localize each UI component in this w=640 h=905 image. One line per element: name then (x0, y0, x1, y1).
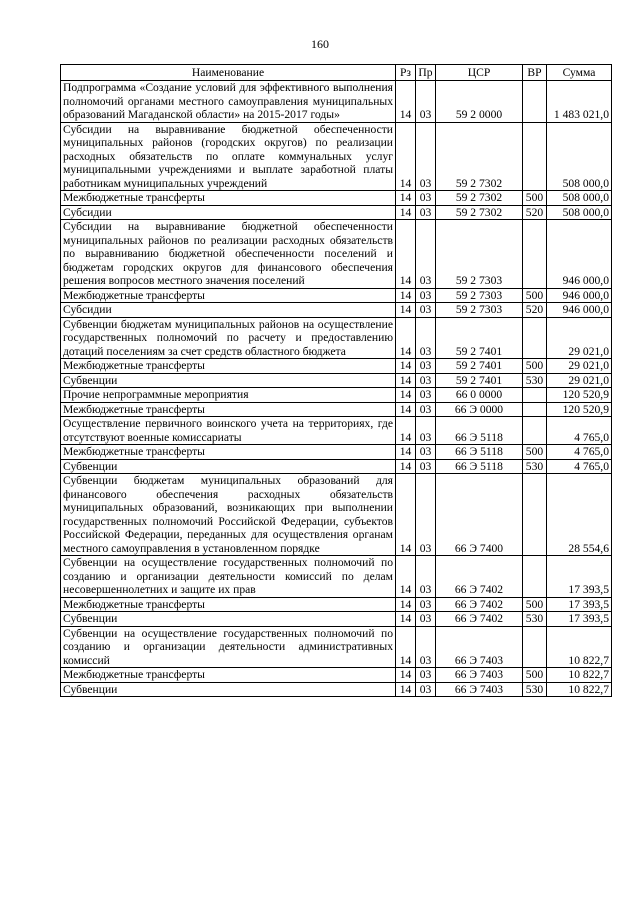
cell-name: Субвенции (61, 459, 396, 474)
cell-vr: 500 (523, 288, 547, 303)
cell-sum: 10 822,7 (547, 626, 612, 668)
table-row (61, 445, 612, 460)
cell-pr: 03 (416, 359, 436, 374)
cell-csr: 59 2 7303 (436, 303, 523, 318)
cell-vr (523, 317, 547, 359)
cell-vr (523, 417, 547, 445)
cell-pr: 03 (416, 288, 436, 303)
cell-sum: 10 822,7 (547, 682, 612, 697)
cell-csr: 59 2 7303 (436, 220, 523, 289)
cell-name: Субвенции (61, 373, 396, 388)
cell-vr (523, 474, 547, 556)
table-row (61, 668, 612, 683)
cell-sum: 17 393,5 (547, 612, 612, 627)
cell-sum: 4 765,0 (547, 417, 612, 445)
cell-name: Субвенции на осуществление государственных полномочий по созданию и организации деятельности комиссий по делам несовершеннолетних и защите их прав (61, 556, 396, 598)
cell-sum: 4 765,0 (547, 459, 612, 474)
cell-vr: 520 (523, 205, 547, 220)
table-row (61, 220, 612, 289)
cell-rz: 14 (396, 122, 416, 191)
cell-pr: 03 (416, 317, 436, 359)
cell-sum: 120 520,9 (547, 388, 612, 403)
cell-pr: 03 (416, 445, 436, 460)
cell-csr: 66 Э 7400 (436, 474, 523, 556)
table-row (61, 417, 612, 445)
cell-name: Осуществление первичного воинского учета на территориях, где отсутствуют военные комиссариаты (61, 417, 396, 445)
table-row (61, 81, 612, 123)
cell-sum: 946 000,0 (547, 288, 612, 303)
cell-sum: 4 765,0 (547, 445, 612, 460)
cell-csr: 66 Э 7403 (436, 626, 523, 668)
cell-rz: 14 (396, 288, 416, 303)
cell-name: Субвенции (61, 612, 396, 627)
cell-csr: 66 Э 7402 (436, 556, 523, 598)
cell-sum: 508 000,0 (547, 205, 612, 220)
cell-rz: 14 (396, 668, 416, 683)
cell-csr: 66 0 0000 (436, 388, 523, 403)
cell-sum: 508 000,0 (547, 122, 612, 191)
header-rz: Рз (396, 65, 416, 81)
cell-name: Межбюджетные трансферты (61, 402, 396, 417)
cell-pr: 03 (416, 417, 436, 445)
cell-name: Межбюджетные трансферты (61, 359, 396, 374)
table-row (61, 626, 612, 668)
cell-name: Межбюджетные трансферты (61, 668, 396, 683)
cell-pr: 03 (416, 191, 436, 206)
cell-csr: 66 Э 7403 (436, 668, 523, 683)
cell-rz: 14 (396, 373, 416, 388)
cell-csr: 66 Э 5118 (436, 417, 523, 445)
cell-pr: 03 (416, 474, 436, 556)
cell-name: Субвенции на осуществление государственных полномочий по созданию и организации деятельности административных комиссий (61, 626, 396, 668)
cell-sum: 17 393,5 (547, 597, 612, 612)
table-header (61, 65, 612, 81)
table-row (61, 597, 612, 612)
cell-name: Субсидии (61, 303, 396, 318)
table-row (61, 373, 612, 388)
cell-pr: 03 (416, 81, 436, 123)
cell-sum: 29 021,0 (547, 317, 612, 359)
cell-pr: 03 (416, 682, 436, 697)
cell-rz: 14 (396, 417, 416, 445)
table-row (61, 288, 612, 303)
cell-rz: 14 (396, 303, 416, 318)
table-row (61, 682, 612, 697)
header-name: Наименование (61, 65, 396, 81)
cell-csr: 66 Э 0000 (436, 402, 523, 417)
budget-table (60, 64, 612, 697)
table-body (61, 81, 612, 697)
cell-name: Субсидии на выравнивание бюджетной обеспеченности муниципальных районов по реализации расходных обязательств по выравниванию бюджетной обеспеченности поселений и бюджетам городских округов для финансового обеспечения решения вопросов местного значения поселений (61, 220, 396, 289)
cell-sum: 946 000,0 (547, 220, 612, 289)
header-row (61, 65, 612, 81)
cell-rz: 14 (396, 81, 416, 123)
cell-vr (523, 402, 547, 417)
cell-name: Межбюджетные трансферты (61, 191, 396, 206)
cell-rz: 14 (396, 402, 416, 417)
cell-rz: 14 (396, 556, 416, 598)
cell-csr: 66 Э 7402 (436, 612, 523, 627)
cell-name: Субвенции бюджетам муниципальных образований для финансового обеспечения расходных обязательств муниципальных образований, возникающих при выполнении государственных полномочий Российской Федерации, субъектов Российской Федерации, переданных для осуществления органам местного самоуправления в установленном порядке (61, 474, 396, 556)
cell-csr: 59 2 7302 (436, 191, 523, 206)
header-sum: Сумма (547, 65, 612, 81)
cell-vr: 500 (523, 359, 547, 374)
cell-sum: 28 554,6 (547, 474, 612, 556)
cell-vr: 530 (523, 612, 547, 627)
cell-csr: 66 Э 7403 (436, 682, 523, 697)
cell-pr: 03 (416, 597, 436, 612)
cell-rz: 14 (396, 191, 416, 206)
cell-pr: 03 (416, 402, 436, 417)
cell-rz: 14 (396, 445, 416, 460)
cell-rz: 14 (396, 220, 416, 289)
cell-csr: 59 2 7401 (436, 317, 523, 359)
cell-csr: 59 2 0000 (436, 81, 523, 123)
cell-rz: 14 (396, 359, 416, 374)
cell-pr: 03 (416, 205, 436, 220)
table-row (61, 359, 612, 374)
cell-name: Межбюджетные трансферты (61, 597, 396, 612)
cell-pr: 03 (416, 459, 436, 474)
table-row (61, 556, 612, 598)
table-row (61, 122, 612, 191)
cell-vr (523, 556, 547, 598)
cell-vr: 500 (523, 445, 547, 460)
cell-pr: 03 (416, 612, 436, 627)
cell-sum: 29 021,0 (547, 373, 612, 388)
cell-vr: 530 (523, 373, 547, 388)
table-row (61, 191, 612, 206)
cell-csr: 66 Э 7402 (436, 597, 523, 612)
cell-pr: 03 (416, 388, 436, 403)
table-row (61, 205, 612, 220)
cell-csr: 59 2 7302 (436, 122, 523, 191)
header-csr: ЦСР (436, 65, 523, 81)
cell-pr: 03 (416, 556, 436, 598)
cell-vr: 530 (523, 459, 547, 474)
cell-csr: 59 2 7303 (436, 288, 523, 303)
cell-csr: 66 Э 5118 (436, 459, 523, 474)
cell-name: Субсидии на выравнивание бюджетной обеспеченности муниципальных районов (городских округов) по реализации расходных обязательств по оплате коммунальных услуг муниципальными учреждениями и выплате заработной платы работникам муниципальных учреждений (61, 122, 396, 191)
cell-csr: 59 2 7302 (436, 205, 523, 220)
cell-rz: 14 (396, 474, 416, 556)
cell-sum: 120 520,9 (547, 402, 612, 417)
cell-csr: 59 2 7401 (436, 373, 523, 388)
cell-sum: 1 483 021,0 (547, 81, 612, 123)
header-vr: ВР (523, 65, 547, 81)
cell-pr: 03 (416, 220, 436, 289)
cell-rz: 14 (396, 597, 416, 612)
cell-rz: 14 (396, 205, 416, 220)
page-number: 160 (311, 37, 329, 51)
cell-pr: 03 (416, 626, 436, 668)
cell-rz: 14 (396, 317, 416, 359)
table-row (61, 317, 612, 359)
cell-sum: 946 000,0 (547, 303, 612, 318)
table-row (61, 474, 612, 556)
cell-sum: 17 393,5 (547, 556, 612, 598)
cell-vr (523, 626, 547, 668)
header-pr: Пр (416, 65, 436, 81)
cell-rz: 14 (396, 626, 416, 668)
cell-vr: 500 (523, 191, 547, 206)
cell-vr: 500 (523, 597, 547, 612)
cell-sum: 29 021,0 (547, 359, 612, 374)
cell-vr: 520 (523, 303, 547, 318)
cell-rz: 14 (396, 459, 416, 474)
cell-vr (523, 122, 547, 191)
cell-rz: 14 (396, 682, 416, 697)
cell-pr: 03 (416, 373, 436, 388)
cell-name: Прочие непрограммные мероприятия (61, 388, 396, 403)
cell-vr: 530 (523, 682, 547, 697)
cell-vr (523, 81, 547, 123)
cell-vr: 500 (523, 668, 547, 683)
cell-name: Субвенции бюджетам муниципальных районов на осуществление государственных полномочий по расчету и предоставлению дотаций поселениям за счет средств областного бюджета (61, 317, 396, 359)
cell-sum: 10 822,7 (547, 668, 612, 683)
cell-rz: 14 (396, 388, 416, 403)
table-row (61, 612, 612, 627)
table-row (61, 303, 612, 318)
cell-name: Межбюджетные трансферты (61, 288, 396, 303)
cell-sum: 508 000,0 (547, 191, 612, 206)
cell-name: Подпрограмма «Создание условий для эффективного выполнения полномочий органами местного самоуправления муниципальных образований Магаданской области» на 2015-2017 годы» (61, 81, 396, 123)
table-row (61, 402, 612, 417)
cell-pr: 03 (416, 122, 436, 191)
cell-csr: 66 Э 5118 (436, 445, 523, 460)
cell-rz: 14 (396, 612, 416, 627)
cell-name: Субсидии (61, 205, 396, 220)
cell-vr (523, 220, 547, 289)
cell-vr (523, 388, 547, 403)
table-row (61, 459, 612, 474)
table-row (61, 388, 612, 403)
cell-name: Субвенции (61, 682, 396, 697)
cell-pr: 03 (416, 303, 436, 318)
cell-csr: 59 2 7401 (436, 359, 523, 374)
cell-name: Межбюджетные трансферты (61, 445, 396, 460)
cell-pr: 03 (416, 668, 436, 683)
